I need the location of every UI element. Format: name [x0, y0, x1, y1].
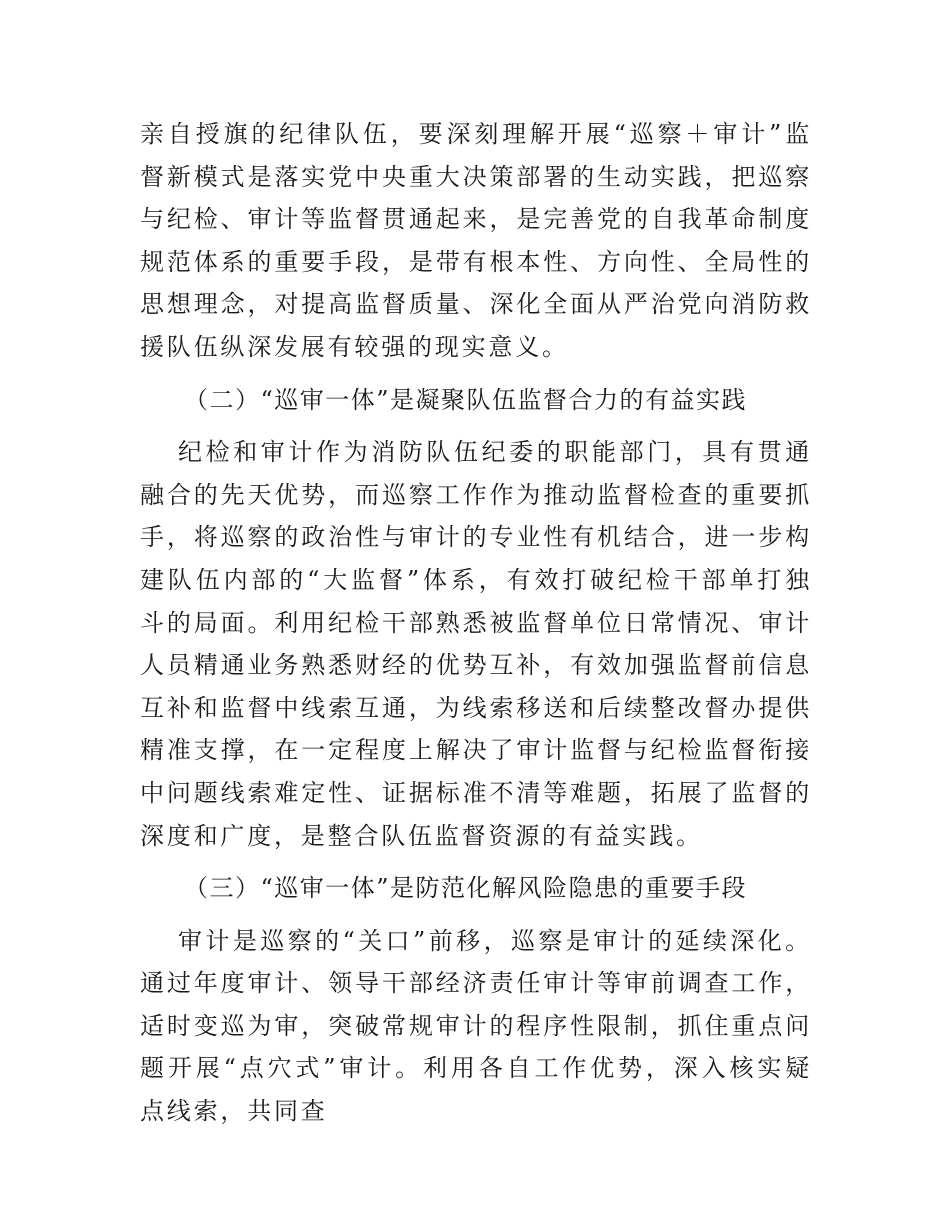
paragraph-gap — [140, 910, 812, 920]
body-paragraph: 审计是巡察的“关口”前移，巡察是审计的延续深化。通过年度审计、领导干部经济责任审计等审前调查工作，适时变巡为审，突破常规审计的程序性限制，抓住重点问题开展“点穴式”审计。利用各自工作优势，深入核实疑点线索，共同查 — [140, 926, 812, 1126]
section-heading: （三）“巡审一体”是防范化解风险隐患的重要手段 — [184, 874, 748, 903]
document-body — [140, 113, 812, 1133]
section-heading: （二）“巡审一体”是凝聚队伍监督合力的有益实践 — [184, 385, 748, 414]
body-paragraph: 纪检和审计作为消防队伍纪委的职能部门，具有贯通融合的先天优势，而巡察工作作为推动监督检查的重要抓手，将巡察的政治性与审计的专业性有机结合，进一步构建队伍内部的“大监督”体系，有效打破纪检干部单打独斗的局面。利用纪检干部熟悉被监督单位日常情况、审计人员精通业务熟悉财经的优势互补，有效加强监督前信息互补和监督中线索互通，为线索移送和后续整改督办提供精准支撑，在一定程度上解决了审计监督与纪检监督衔接中问题线索难定性、证据标准不清等难题，拓展了监督的深度和广度，是整合队伍监督资源的有益实践。 — [140, 438, 812, 850]
paragraph-gap — [140, 421, 812, 431]
body-paragraph: 亲自授旗的纪律队伍，要深刻理解开展“巡察＋审计”监督新模式是落实党中央重大决策部署的生动实践，把巡察与纪检、审计等监督贯通起来，是完善党的自我革命制度规范体系的重要手段，是带有根本性、方向性、全局性的思想理念，对提高监督质量、深化全面从严治党向消防救援队伍纵深发展有较强的现实意义。 — [140, 120, 812, 361]
paragraph-gap — [140, 369, 812, 379]
paragraph-gap — [140, 857, 812, 867]
